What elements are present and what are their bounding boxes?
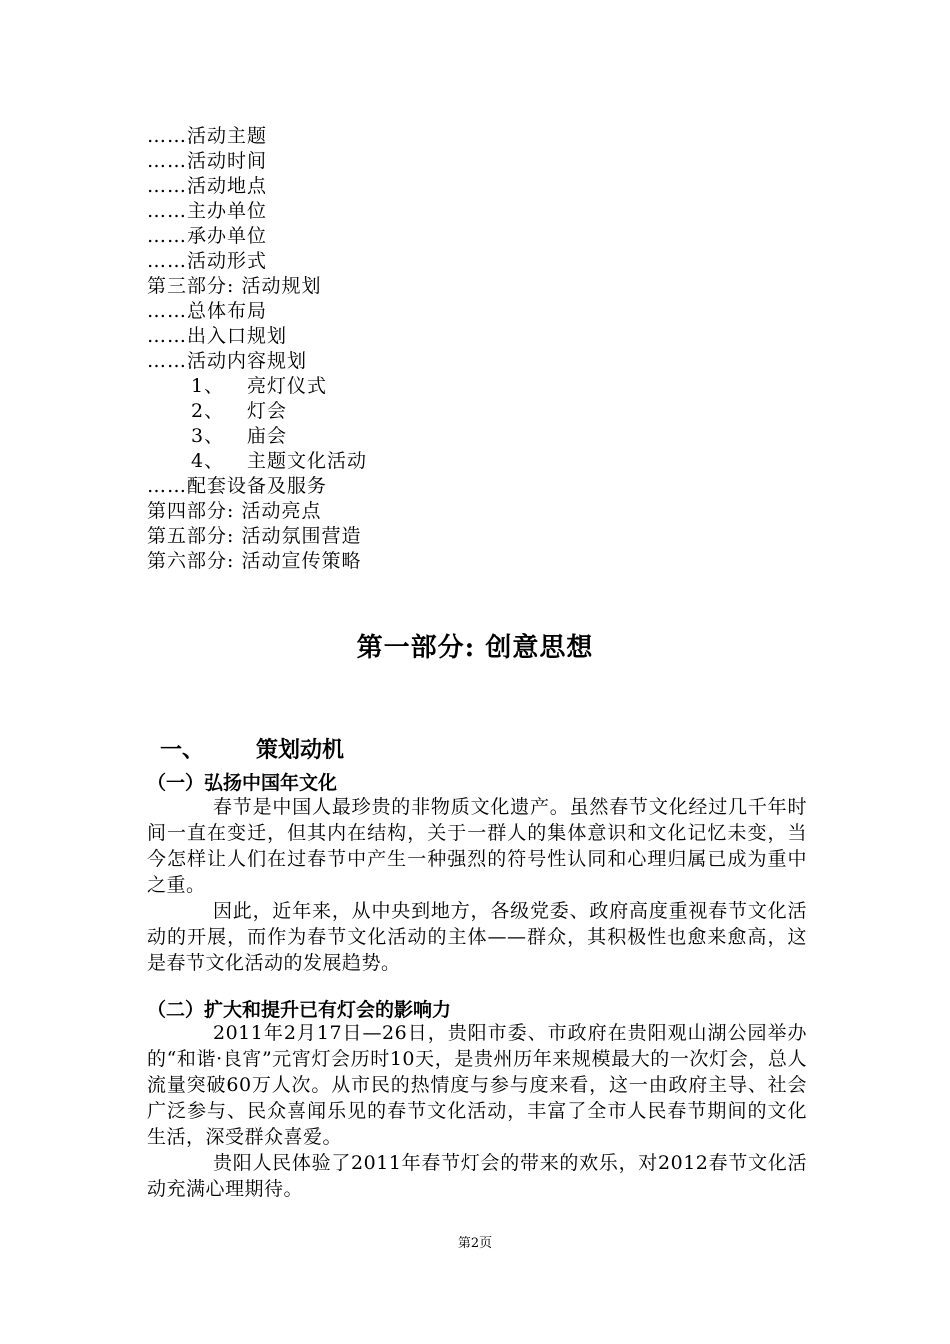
toc-line: ……出入口规划	[147, 325, 288, 347]
toc-sub-item-label: 亮灯仪式	[247, 375, 328, 397]
toc-line: ……活动形式	[147, 250, 268, 272]
toc-line: ……活动地点	[147, 175, 268, 197]
toc-line: ……主办单位	[147, 200, 268, 222]
toc-sub-item	[147, 449, 647, 474]
toc-sub-item	[147, 424, 647, 449]
paragraph: 贵阳人民体验了2011年春节灯会的带来的欢乐，对2012春节文化活动充满心理期待。	[147, 1152, 807, 1200]
page-number: 第2页	[457, 1236, 493, 1251]
section-number: 一、	[160, 737, 205, 763]
table-of-contents	[147, 124, 647, 574]
toc-sub-item-label: 主题文化活动	[247, 450, 368, 472]
toc-sub-item-label: 灯会	[247, 400, 288, 422]
toc-line: ……承办单位	[147, 225, 268, 247]
toc-line: ……配套设备及服务	[147, 475, 328, 497]
paragraph: 因此，近年来，从中央到地方，各级党委、政府高度重视春节文化活动的开展，而作为春节文化活动的主体——群众，其积极性也愈来愈高，这是春节文化活动的发展趋势。	[147, 900, 807, 974]
paragraph: 春节是中国人最珍贵的非物质文化遗产。虽然春节文化经过几千年时间一直在变迁，但其内在结构，关于一群人的集体意识和文化记忆未变，当今怎样让人们在过春节中产生一种强烈的符号性认同和心理归属已成为重中之重。	[147, 796, 807, 896]
toc-part-heading: 第六部分: 活动宣传策略	[147, 550, 362, 572]
toc-sub-item-number: 3、	[191, 425, 225, 447]
subsection-heading: （二）扩大和提升已有灯会的影响力	[147, 999, 452, 1021]
subsection-body	[147, 1020, 807, 1202]
toc-sub-item-number: 1、	[191, 375, 225, 397]
toc-line: ……活动时间	[147, 150, 268, 172]
paragraph: 2011年2月17日—26日，贵阳市委、市政府在贵阳观山湖公园举办的“和谐·良宵”元宵灯会历时10天，是贵州历年来规模最大的一次灯会，总人流量突破60万人次。从市民的热情度与参与度来看，这一由政府主导、社会广泛参与、民众喜闻乐见的春节文化活动，丰富了全市人民春节期间的文化生活，深受群众喜爱。	[147, 1022, 807, 1148]
toc-line: ……活动主题	[147, 125, 268, 147]
toc-sub-item-label: 庙会	[247, 425, 288, 447]
toc-part-heading: 第三部分: 活动规划	[147, 275, 322, 297]
toc-line: ……总体布局	[147, 300, 268, 322]
toc-sub-item	[147, 399, 647, 424]
subsection-body	[147, 794, 807, 976]
toc-line: ……活动内容规划	[147, 350, 308, 372]
toc-sub-item	[147, 374, 647, 399]
section-heading	[160, 733, 344, 764]
subsection-heading: （一）弘扬中国年文化	[147, 772, 338, 794]
toc-sub-item-number: 4、	[191, 450, 225, 472]
part-title: 第一部分: 创意思想	[356, 633, 594, 663]
toc-part-heading: 第四部分: 活动亮点	[147, 500, 322, 522]
toc-sub-item-number: 2、	[191, 400, 225, 422]
section-title: 策划动机	[256, 737, 345, 763]
toc-part-heading: 第五部分: 活动氛围营造	[147, 525, 362, 547]
